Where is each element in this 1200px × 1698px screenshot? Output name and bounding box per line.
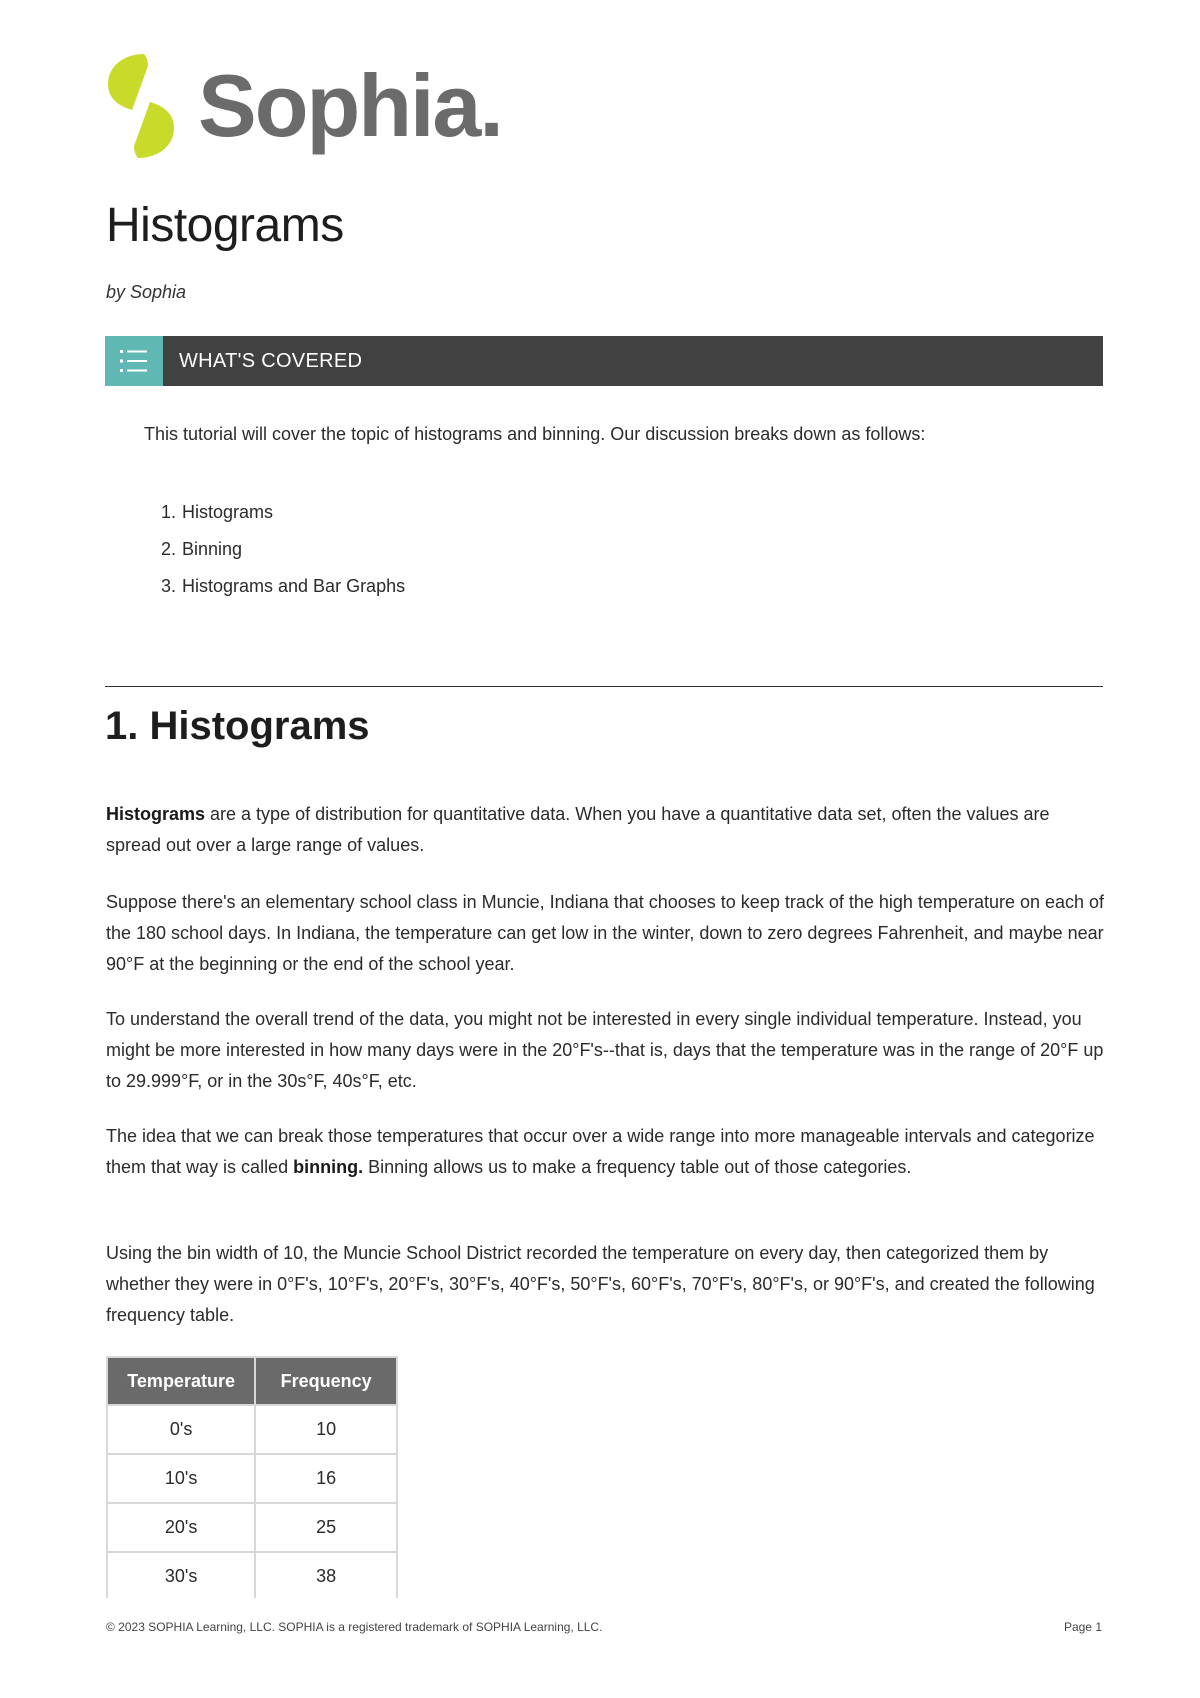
table-cell: 10 bbox=[256, 1406, 396, 1453]
table-cell: 38 bbox=[256, 1553, 396, 1598]
table-cell: 0's bbox=[108, 1406, 254, 1453]
frequency-table bbox=[106, 1356, 398, 1598]
byline: by Sophia bbox=[106, 282, 187, 302]
sophia-logo bbox=[104, 54, 502, 158]
column-header-frequency: Frequency bbox=[256, 1358, 396, 1404]
table-row bbox=[108, 1553, 396, 1598]
table-header-row bbox=[108, 1358, 396, 1404]
section-divider bbox=[105, 686, 1103, 687]
table-cell: 20's bbox=[108, 1504, 254, 1551]
whats-covered-title: WHAT'S COVERED bbox=[179, 349, 363, 372]
toc-item-histograms: 1. Histograms bbox=[160, 502, 274, 522]
whats-covered-header bbox=[105, 336, 1103, 386]
table-row bbox=[108, 1455, 396, 1502]
column-header-temperature: Temperature bbox=[108, 1358, 254, 1404]
paragraph-histograms-definition: Histograms are a type of distribution for quantitative data. When you have a quantitative data set, often the values are spread out over a large range of values. bbox=[106, 804, 1050, 855]
list-icon bbox=[105, 336, 163, 386]
table-cell: 25 bbox=[256, 1504, 396, 1551]
frequency-table-wrapper bbox=[106, 1356, 398, 1598]
toc-item-histograms-bar-graphs: 3. Histograms and Bar Graphs bbox=[160, 576, 406, 596]
paragraph-overall-trend: To understand the overall trend of the data, you might not be interested in every single individual temperature. Instead, you might be more interested in how many days were in the 20°F's--that is, days that the temperature was in the range of 20°F up to 29.999°F, or in the 30s°F, 40s°F, etc. bbox=[106, 1009, 1104, 1091]
page-title: Histograms bbox=[106, 199, 344, 252]
toc-item-binning: 2. Binning bbox=[160, 539, 243, 559]
table-cell: 16 bbox=[256, 1455, 396, 1502]
copyright-text: © 2023 SOPHIA Learning, LLC. SOPHIA is a registered trademark of SOPHIA Learning, LLC. bbox=[106, 1620, 603, 1634]
term-histograms: Histograms bbox=[106, 804, 206, 824]
paragraph-bin-width: Using the bin width of 10, the Muncie School District recorded the temperature on every day, then categorized them by whether they were in 0°F's, 10°F's, 20°F's, 30°F's, 40°F's, 50°F's, 60°F's, 70°F's, 80°F's, or 90°F's, and created the following frequency table. bbox=[106, 1243, 1095, 1325]
section-title: 1. Histograms bbox=[105, 704, 370, 748]
sophia-logo-text: Sophia. bbox=[198, 56, 502, 155]
table-row bbox=[108, 1504, 396, 1551]
intro-text: This tutorial will cover the topic of histograms and binning. Our discussion breaks down as follows: bbox=[144, 424, 926, 444]
term-binning: binning. bbox=[293, 1157, 364, 1177]
page-number: Page 1 bbox=[1063, 1620, 1102, 1634]
table-of-contents bbox=[144, 494, 405, 605]
table-cell: 10's bbox=[108, 1455, 254, 1502]
table-row bbox=[108, 1406, 396, 1453]
table-cell: 30's bbox=[108, 1553, 254, 1598]
sophia-logo-mark-icon bbox=[104, 54, 178, 158]
paragraph-muncie-example: Suppose there's an elementary school class in Muncie, Indiana that chooses to keep track of the high temperature on each of the 180 school days. In Indiana, the temperature can get low in the winter, down to zero degrees Fahrenheit, and maybe near 90°F at the beginning or the end of the school year. bbox=[106, 892, 1105, 974]
paragraph-binning-definition: The idea that we can break those temperatures that occur over a wide range into more manageable intervals and categorize them that way is called binning. Binning allows us to make a frequency table out of those categories. bbox=[106, 1126, 1095, 1177]
page-footer bbox=[106, 1620, 1102, 1634]
